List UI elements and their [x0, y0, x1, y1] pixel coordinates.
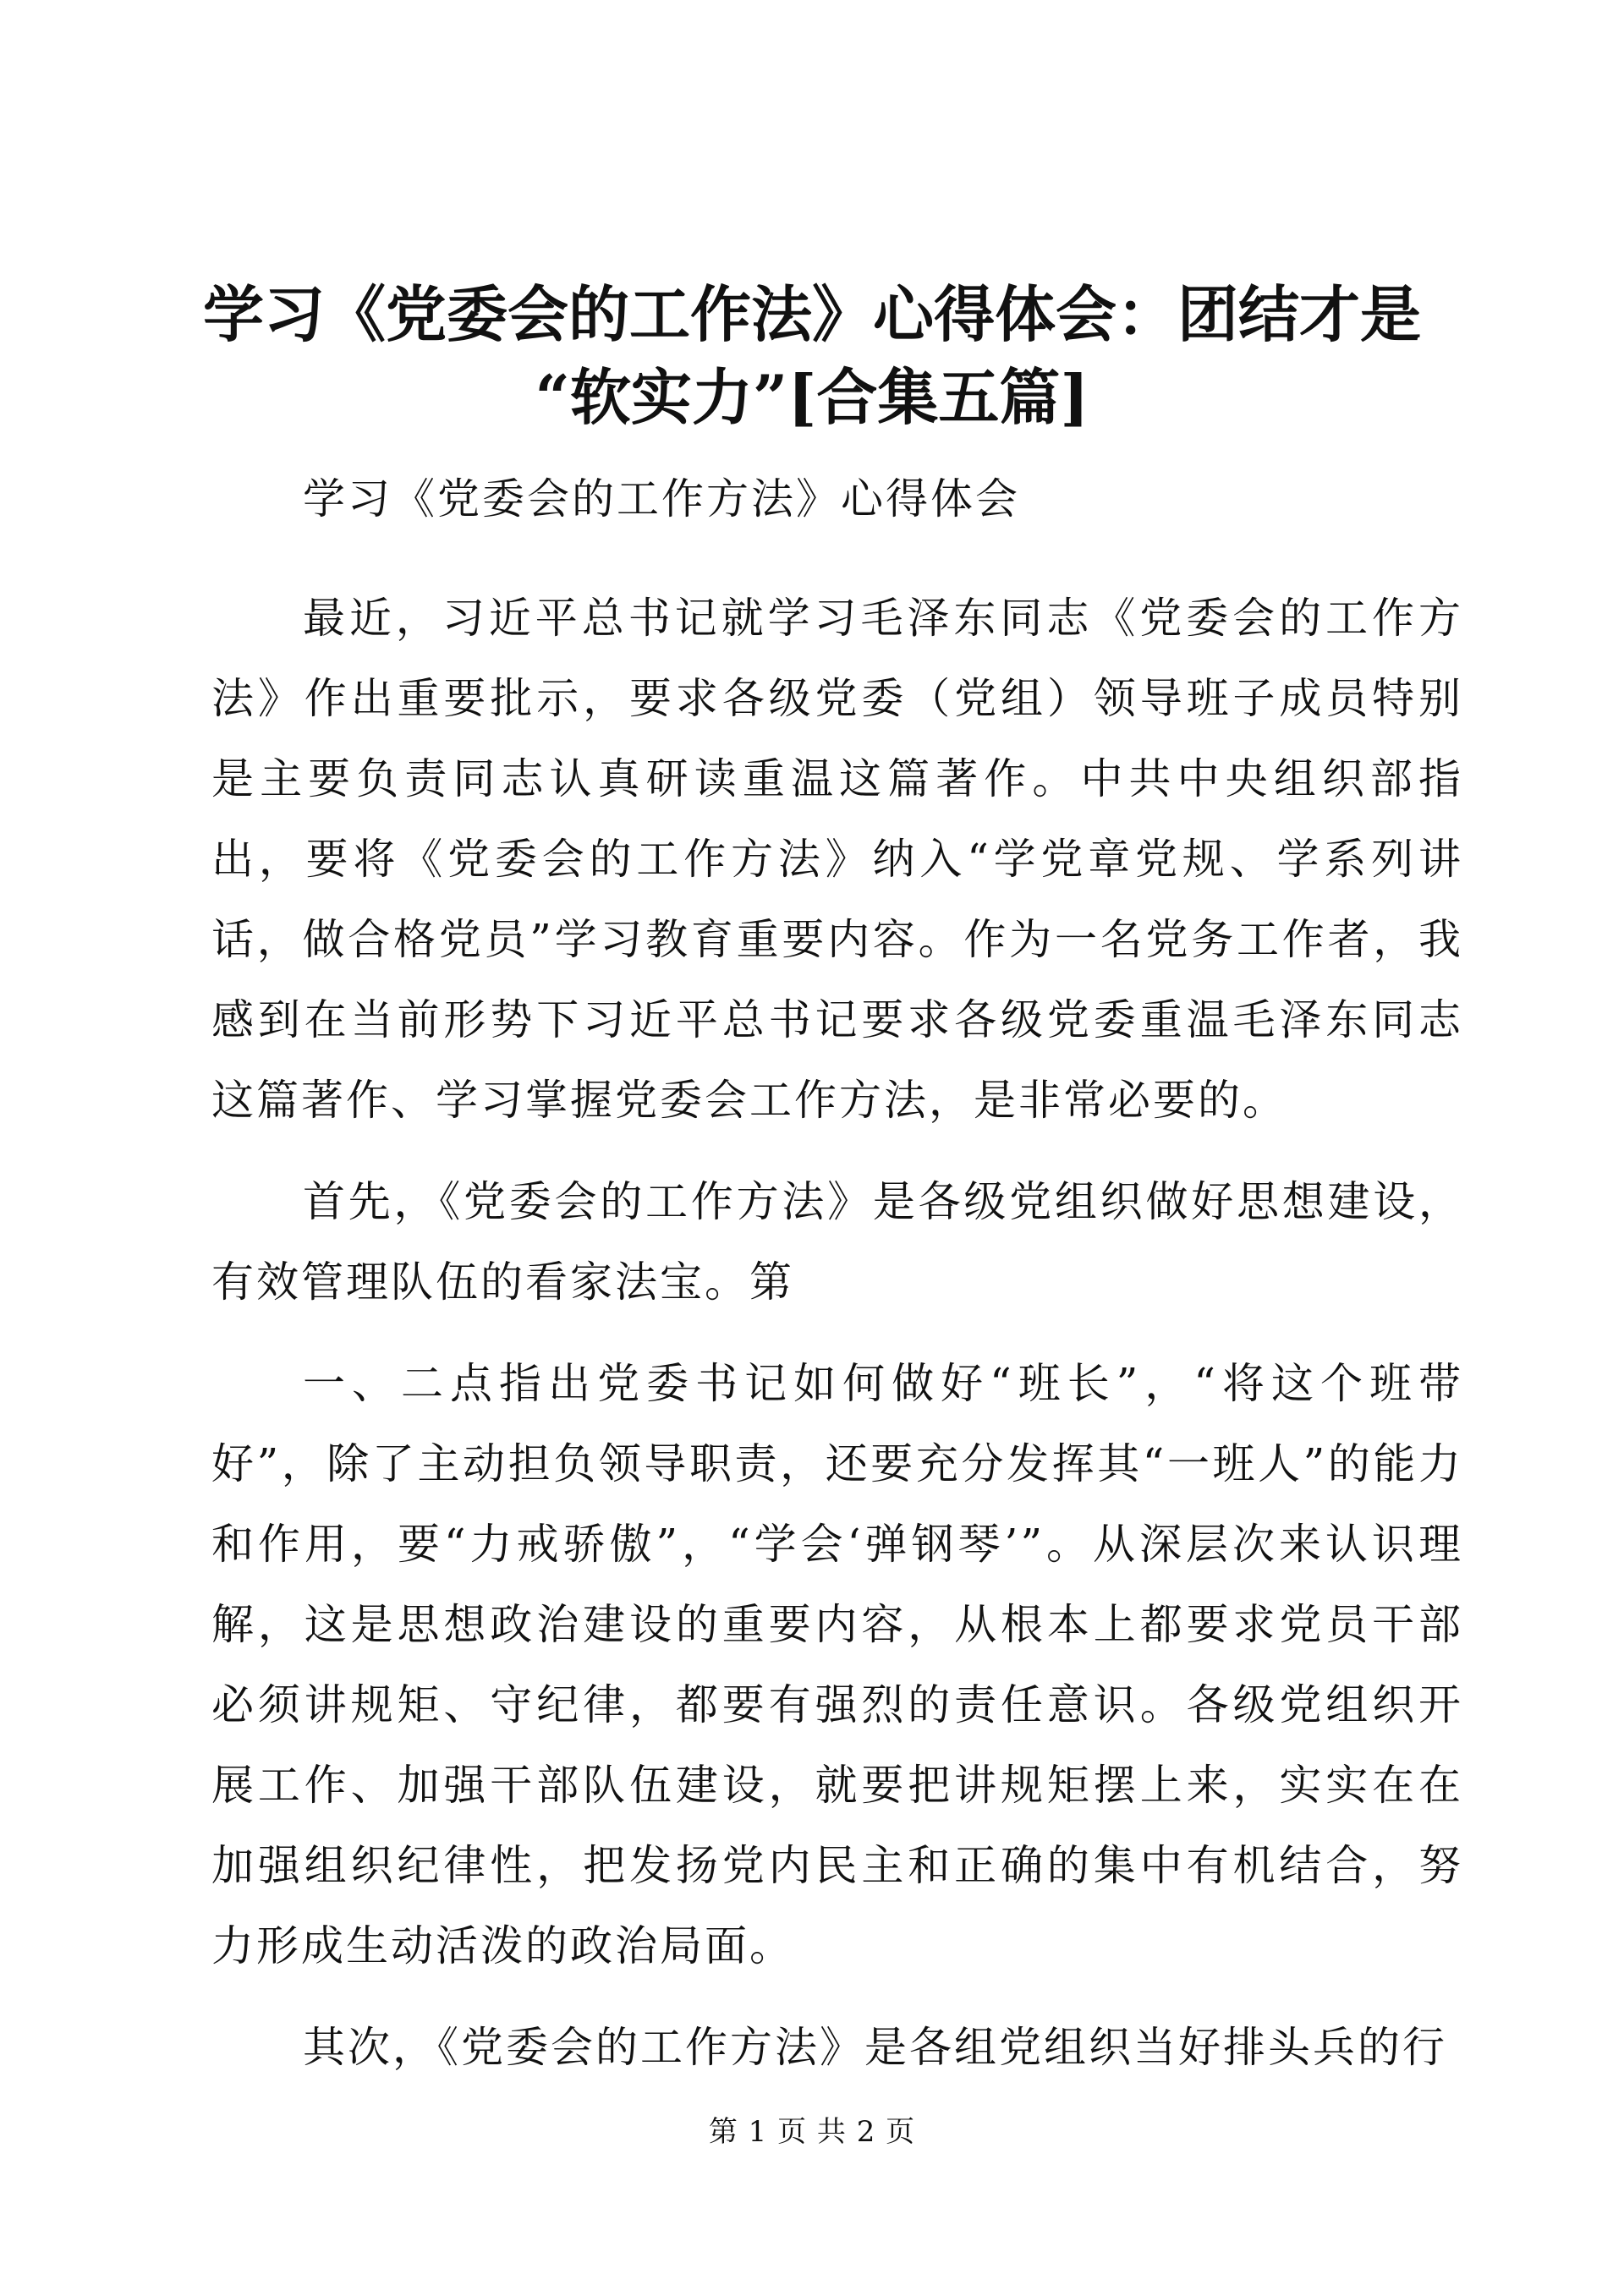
paragraph: 其次，《党委会的工作方法》是各组党组织当好排头兵的行	[303, 2023, 1447, 2072]
document-body	[211, 455, 1463, 2088]
document-subtitle: 学习《党委会的工作方法》心得体会	[303, 474, 1020, 523]
page-footer: 第 1 页 共 2 页	[708, 2115, 916, 2149]
paragraph: 首先，《党委会的工作方法》是各级党组织做好思想建设，有效管理队伍的看家法宝。第	[211, 1177, 1463, 1307]
paragraph: 最近，习近平总书记就学习毛泽东同志《党委会的工作方法》作出重要批示，要求各级党委（党组）领导班子成员特别是主要负责同志认真研读重温这篇著作。中共中央组织部指出，要将《党委会的工作方法》纳入“学党章党规、学系列讲话，做合格党员”学习教育重要内容。作为一名党务工作者，我感到在当前形势下习近平总书记要求各级党委重温毛泽东同志这篇著作、学习掌握党委会工作方法，是非常必要的。	[211, 594, 1463, 1125]
document-title-line-1: 学习《党委会的工作法》心得体会：团结才是	[202, 278, 1421, 350]
document-title-line-2: “软实力”[合集五篇]	[535, 361, 1089, 433]
paragraph: 一、二点指出党委书记如何做好“班长”，“将这个班带好”，除了主动担负领导职责，还要充分发挥其“一班人”的能力和作用，要“力戒骄傲”，“学会‘弹钢琴’”。从深层次来认识理解，这是思想政治建设的重要内容，从根本上都要求党员干部必须讲规矩、守纪律，都要有强烈的责任意识。各级党组织开展工作、加强干部队伍建设，就要把讲规矩摆上来，实实在在加强组织纪律性，把发扬党内民主和正确的集中有机结合，努力形成生动活泼的政治局面。	[211, 1359, 1463, 1970]
